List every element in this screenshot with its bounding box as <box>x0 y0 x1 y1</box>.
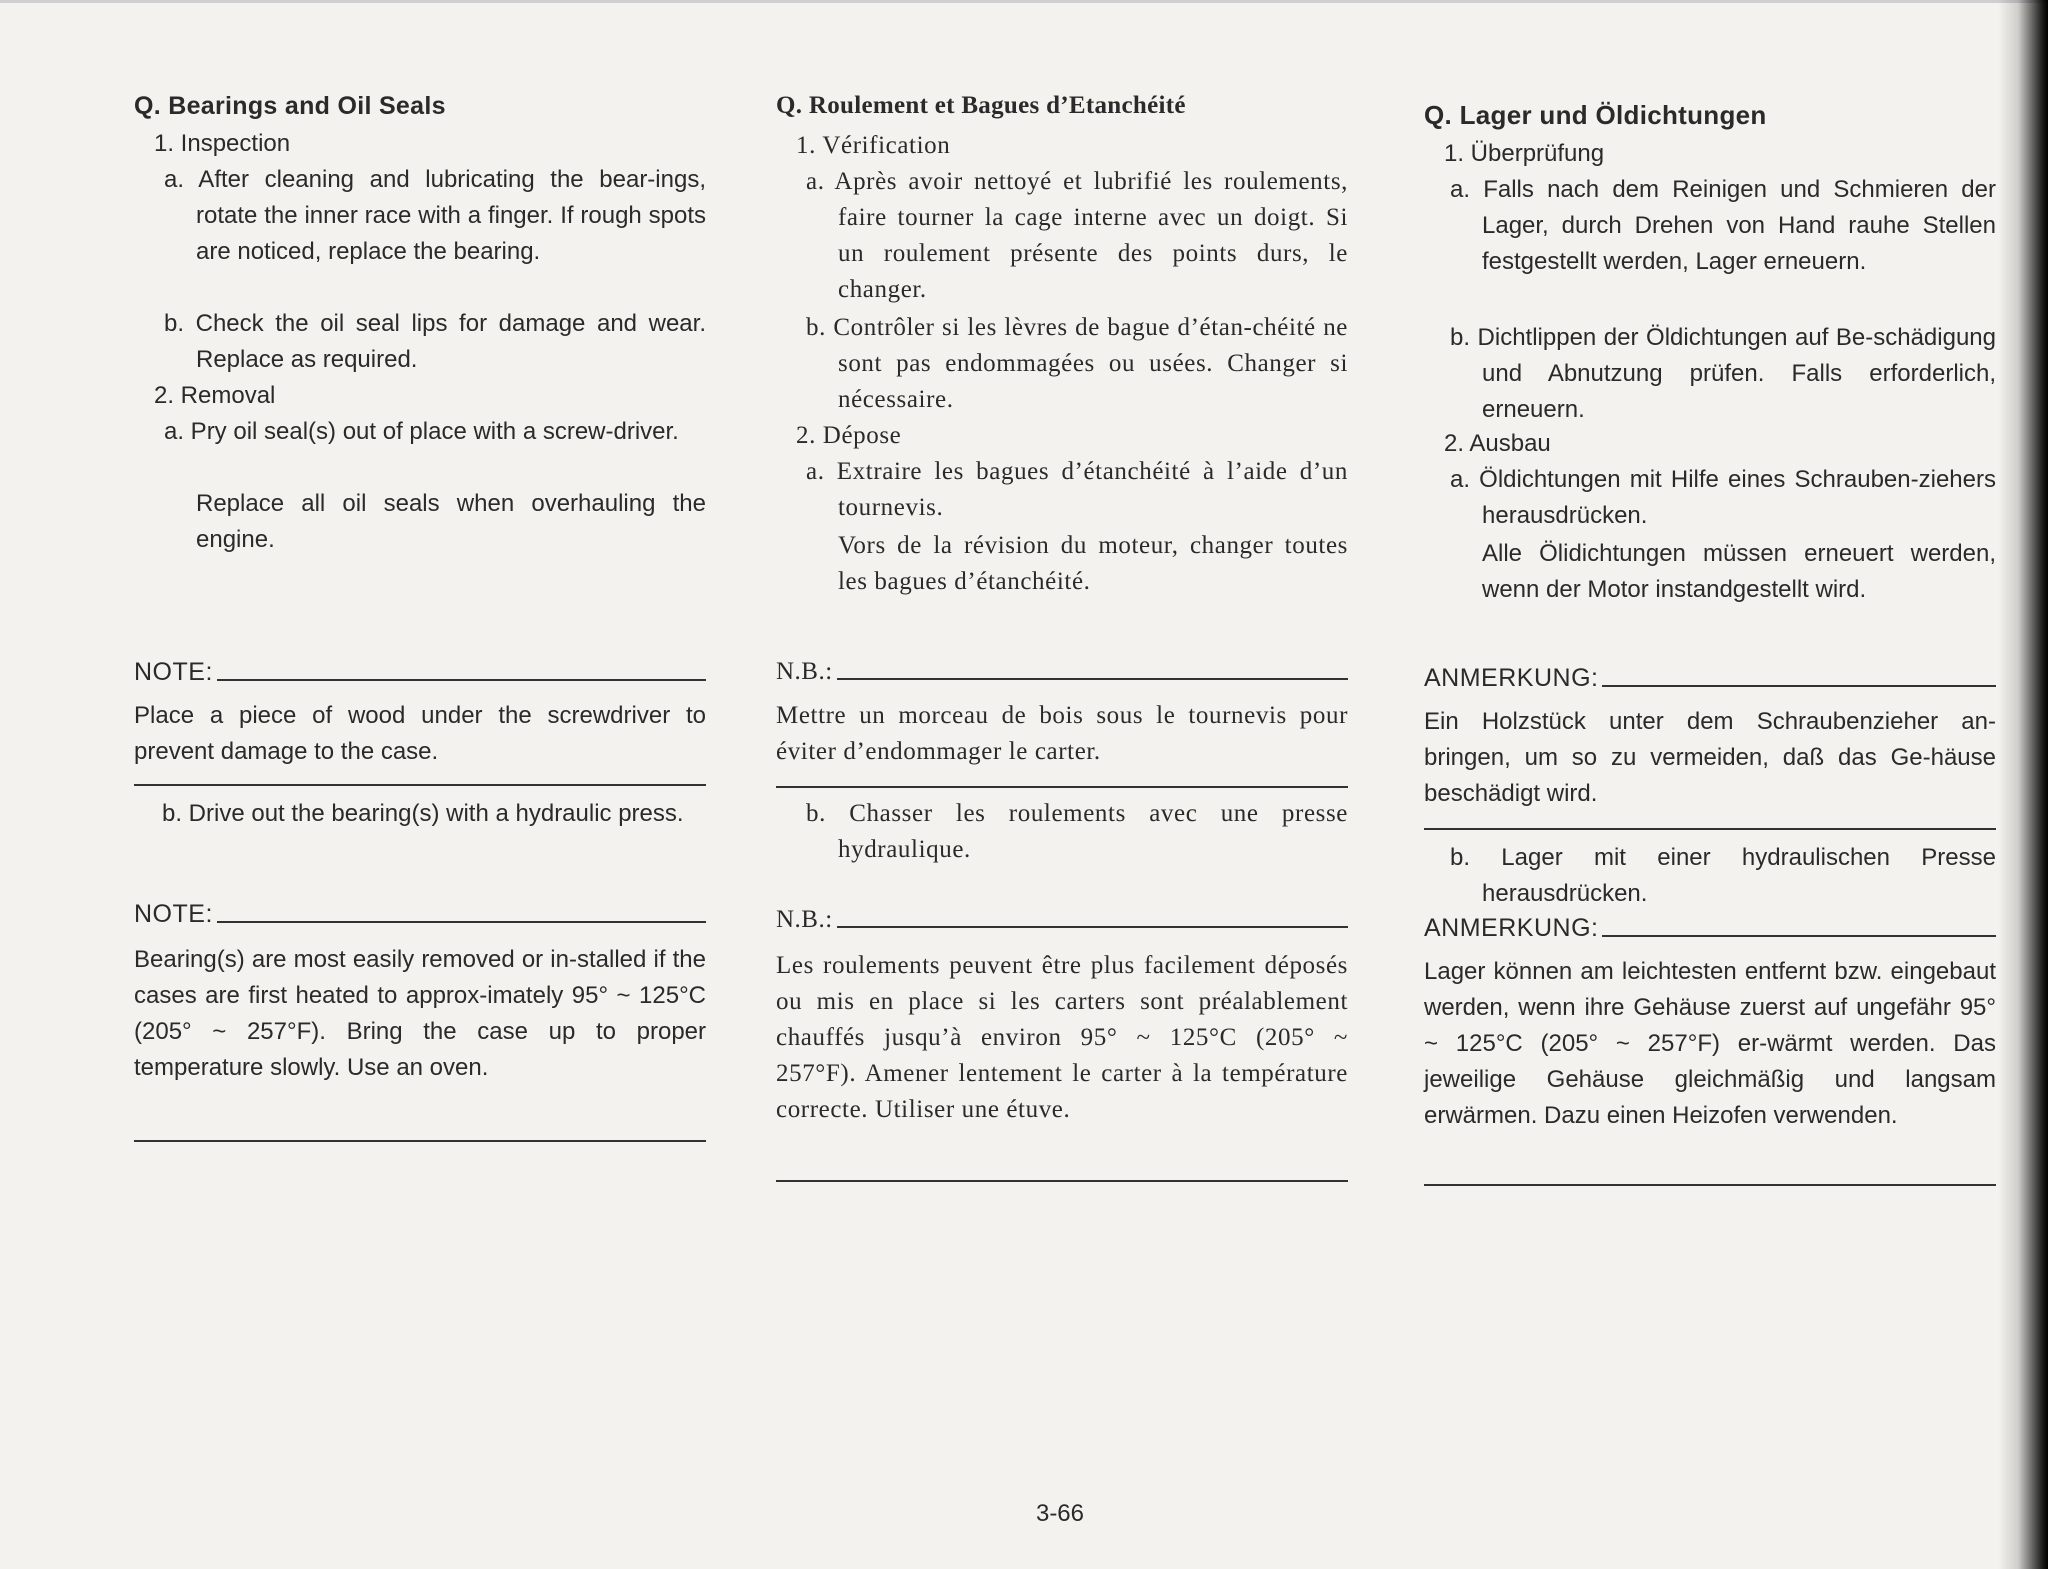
note-1-heading <box>134 658 706 687</box>
note-2-end-rule <box>134 1140 706 1142</box>
note-1-text: Ein Holzstück unter dem Schraubenzieher an-bringen, um so zu vermeiden, daß das Ge-häuse beschädigt wird. <box>1424 708 1996 807</box>
top-edge-line <box>0 0 2048 3</box>
note-1-end-rule <box>134 784 706 786</box>
step-removal: 2. Removal <box>154 382 276 409</box>
note-2-heading <box>134 900 706 929</box>
step-1a: a. After cleaning and lubricating the bear-ings, rotate the inner race with a finger. If rough spots are noticed, replace the bearing. <box>164 166 706 265</box>
step-2a-continued: Alle Ölidichtungen müssen erneuert werden, wenn der Motor instandgestellt wird. <box>1482 540 1996 603</box>
note-2-rule <box>1602 935 1996 937</box>
step-depose: 2. Dépose <box>796 422 902 449</box>
step-2a: a. Extraire les bagues d’étanchéité à l’aide d’un tournevis. <box>806 458 1348 521</box>
page-number: 3-66 <box>1035 1500 1085 1527</box>
step-1b: b. Check the oil seal lips for damage and wear. Replace as required. <box>164 310 706 373</box>
note-1-text: Mettre un morceau de bois sous le tournevis pour éviter d’endommager le carter. <box>776 702 1348 765</box>
step-1b: b. Dichtlippen der Öldichtungen auf Be-schädigung und Abnutzung prüfen. Falls erforderlich, erneuern. <box>1450 324 1996 423</box>
note-1-rule <box>1602 685 1996 687</box>
note-2-heading <box>1424 914 1996 943</box>
note-1-rule <box>217 679 706 681</box>
note-1-end-rule <box>1424 828 1996 830</box>
section-title: Q. Bearings and Oil Seals <box>134 92 446 120</box>
step-2a-continued: Vors de la révision du moteur, changer toutes les bagues d’étanchéité. <box>838 532 1348 595</box>
section-title: Q. Roulement et Bagues d’Etanchéité <box>776 92 1186 119</box>
step-1a: a. Après avoir nettoyé et lubrifié les roulements, faire tourner la cage interne avec un doigt. Si un roulement présente des points durs, le changer. <box>806 168 1348 303</box>
step-2b: b. Drive out the bearing(s) with a hydraulic press. <box>162 800 684 827</box>
note-1-heading <box>776 658 1348 686</box>
step-1a: a. Falls nach dem Reinigen und Schmieren der Lager, durch Drehen von Hand rauhe Stellen festgestellt werden, Lager erneuern. <box>1450 176 1996 275</box>
step-verification: 1. Vérification <box>796 132 951 159</box>
step-ausbau: 2. Ausbau <box>1444 430 1551 457</box>
note-1-text: Place a piece of wood under the screwdriver to prevent damage to the case. <box>134 702 706 765</box>
note-2-heading <box>776 906 1348 934</box>
note-2-end-rule <box>1424 1184 1996 1186</box>
note-2-end-rule <box>776 1180 1348 1182</box>
note-2-rule <box>217 921 706 923</box>
note-2-text: Bearing(s) are most easily removed or in-stalled if the cases are first heated to approx-imately 95° ~ 125°C (205° ~ 257°F). Bring the case up to proper temperature slowly. Use an oven. <box>134 946 706 1081</box>
binding-shadow <box>1998 0 2048 1569</box>
note-1-label: NOTE: <box>134 658 213 686</box>
note-2-label: ANMERKUNG: <box>1424 914 1599 942</box>
step-2a: a. Öldichtungen mit Hilfe eines Schrauben-ziehers herausdrücken. <box>1450 466 1996 529</box>
note-1-label: N.B.: <box>776 658 833 685</box>
section-title: Q. Lager und Öldichtungen <box>1424 100 1767 130</box>
step-2b: b. Lager mit einer hydraulischen Presse herausdrücken. <box>1450 844 1996 907</box>
step-ueberpruefung: 1. Überprüfung <box>1444 140 1605 167</box>
step-2a: a. Pry oil seal(s) out of place with a screw-driver. <box>164 418 679 445</box>
step-inspection: 1. Inspection <box>154 130 291 157</box>
note-2-label: NOTE: <box>134 900 213 928</box>
step-1b: b. Contrôler si les lèvres de bague d’étan-chéité ne sont pas endommagées ou usées. Changer si nécessaire. <box>806 314 1348 413</box>
note-2-text: Les roulements peuvent être plus facilement déposés ou mis en place si les carters sont préalablement chauffés jusqu’à environ 95° ~ 125°C (205° ~ 257°F). Amener lentement le carter à la température correcte. Utiliser une étuve. <box>776 952 1348 1123</box>
note-2-label: N.B.: <box>776 906 833 933</box>
note-1-heading <box>1424 664 1996 693</box>
note-2-text: Lager können am leichtesten entfernt bzw. eingebaut werden, wenn ihre Gehäuse zuerst auf ungefähr 95° ~ 125°C (205° ~ 257°F) er-wärmt werden. Das jeweilige Gehäuse gleichmäßig und langsam erwärmen. Dazu einen Heizofen verwenden. <box>1424 958 1996 1129</box>
note-1-end-rule <box>776 786 1348 788</box>
note-1-label: ANMERKUNG: <box>1424 664 1599 692</box>
note-1-rule <box>837 678 1348 680</box>
step-2a-continued: Replace all oil seals when overhauling the engine. <box>196 490 706 553</box>
step-2b: b. Chasser les roulements avec une presse hydraulique. <box>806 800 1348 863</box>
note-2-rule <box>837 926 1348 928</box>
